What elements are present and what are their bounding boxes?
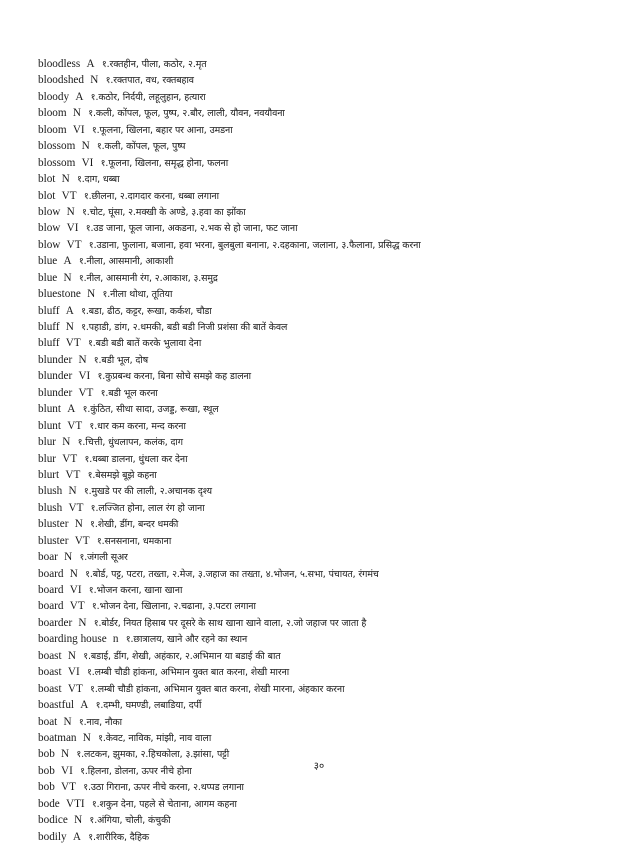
entry-definition: १.बोर्डर, नियत हिसाब पर दूसरे के साथ खाना खाने वाला, २.जो जहाज पर जाता है — [93, 617, 367, 629]
entry-headword: boastful — [38, 699, 75, 712]
entry-definition: १.धब्बा डालना, धुंधला कर देना — [84, 453, 188, 465]
entry-headword: boarding house — [38, 633, 107, 646]
entry-definition: १.नीला थोथा, तूतिया — [102, 289, 173, 301]
page-number: ३० — [313, 761, 325, 772]
dictionary-entry — [38, 451, 628, 467]
entry-headword: blunder — [38, 386, 73, 399]
entry-part-of-speech: N — [68, 485, 77, 498]
dictionary-entry — [38, 220, 628, 236]
entry-headword: boarder — [38, 616, 73, 629]
dictionary-entry — [38, 188, 628, 204]
entry-part-of-speech: A — [63, 255, 72, 268]
entry-headword: bode — [38, 797, 60, 810]
entry-definition: १.लटकन, झुमका, २.हिचकोला, ३.झांसा, पट्टी — [76, 749, 230, 761]
entry-part-of-speech: N — [87, 288, 96, 301]
dictionary-entry — [38, 138, 628, 154]
entry-part-of-speech: N — [65, 321, 74, 333]
dictionary-entry — [38, 483, 628, 499]
entry-definition: १.लज्जित होना, लाल रंग हो जाना — [90, 502, 205, 514]
entry-definition: १.शारीरिक, दैहिक — [88, 831, 150, 843]
entry-definition: १.छीलना, २.दागदार करना, धब्बा लगाना — [83, 190, 219, 202]
entry-part-of-speech: VI — [66, 222, 79, 235]
entry-part-of-speech: VT — [68, 501, 84, 514]
dictionary-entry — [38, 89, 628, 105]
entry-part-of-speech: N — [62, 436, 71, 449]
entry-headword: bluff — [38, 321, 60, 333]
dictionary-entry — [38, 533, 628, 549]
entry-part-of-speech: A — [86, 58, 95, 70]
entry-definition: १.कुंठित, सीधा सादा, उजड्ड, रूखा, स्थूल — [82, 404, 219, 416]
entry-definition: १.बडी बडी बातें करके भुलावा देना — [87, 338, 202, 350]
entry-headword: blunt — [38, 419, 61, 432]
dictionary-entry — [38, 714, 628, 730]
entry-part-of-speech: A — [67, 403, 76, 416]
dictionary-entry — [38, 615, 628, 631]
entry-headword: bluff — [38, 337, 60, 350]
entry-headword: boar — [38, 551, 58, 564]
entry-definition: १.भोजन देना, खिलाना, २.चढाना, ३.पटरा लगाना — [91, 601, 256, 613]
entry-headword: boatman — [38, 731, 77, 744]
entry-part-of-speech: VI — [67, 666, 80, 679]
entry-part-of-speech: VI — [78, 370, 91, 383]
entry-headword: blunder — [38, 370, 73, 383]
dictionary-entry — [38, 352, 628, 368]
entry-part-of-speech: VT — [65, 337, 81, 350]
entry-part-of-speech: N — [66, 205, 75, 218]
entry-definition: १.बोर्ड, पट्ट, पटरा, तख्ता, २.मेज, ३.जहाज का तख्ता, ४.भोजन, ५.सभा, पंचायत, रंगमंच — [85, 568, 379, 580]
entry-headword: blow — [38, 222, 61, 235]
dictionary-entry — [38, 566, 628, 582]
entry-headword: boast — [38, 666, 62, 679]
dictionary-entry — [38, 516, 628, 532]
dictionary-entry — [38, 697, 628, 713]
entry-definition: १.कली, कोंपल, फूल, पुष्प, २.बौर, लाली, यौवन, नवयौवना — [88, 108, 285, 120]
entry-headword: blot — [38, 173, 56, 186]
entry-headword: boast — [38, 649, 62, 662]
entry-part-of-speech: N — [82, 731, 91, 744]
entry-headword: blur — [38, 436, 57, 449]
entry-headword: blue — [38, 255, 58, 268]
entry-part-of-speech: A — [80, 699, 89, 712]
entry-part-of-speech: N — [63, 271, 72, 284]
entry-part-of-speech: VI — [72, 123, 85, 136]
entry-definition: १.रक्तहीन, पीला, कठोर, २.मृत — [101, 59, 207, 70]
entry-part-of-speech: VI — [81, 156, 94, 169]
entry-part-of-speech: N — [67, 649, 76, 662]
dictionary-entry — [38, 335, 628, 351]
entry-part-of-speech: VI — [61, 764, 73, 777]
entry-definition: १.शेखी, डींग, बन्दर धमकी — [90, 519, 179, 531]
entry-part-of-speech: N — [72, 107, 81, 120]
entry-headword: board — [38, 584, 64, 596]
entry-part-of-speech: VT — [61, 189, 77, 202]
entry-headword: blur — [38, 452, 57, 465]
entry-definition: १.केवट, नाविक, मांझी, नाव वाला — [98, 732, 212, 744]
entry-headword: blot — [38, 189, 56, 202]
dictionary-entry — [38, 829, 628, 845]
entry-definition: १.फूलना, खिलना, बहार पर आना, उमडना — [91, 124, 233, 136]
dictionary-entry — [38, 598, 628, 614]
entry-definition: १.नील, आसमानी रंग, २.आकाश, ३.समुद्र — [78, 272, 218, 284]
entry-headword: board — [38, 600, 64, 613]
entry-definition: १.बडाई, डींग, शेखी, अहंकार, २.अभिमान या बडाई की बात — [83, 650, 281, 662]
entry-definition: १.लम्बी चौडी हांकना, अभिमान युक्त बात करना, शेखी मारना, अंहकार करना — [90, 683, 345, 695]
entry-headword: bodily — [38, 830, 67, 843]
dictionary-entry — [38, 237, 628, 253]
entry-part-of-speech: A — [75, 90, 84, 103]
entry-part-of-speech: A — [72, 830, 81, 843]
entry-part-of-speech: N — [61, 173, 70, 186]
entry-part-of-speech: VI — [69, 584, 82, 596]
dictionary-entry — [38, 204, 628, 220]
entry-definition: १.बडी भूल करना — [100, 387, 158, 399]
entry-headword: boast — [38, 682, 62, 695]
entry-part-of-speech: N — [78, 353, 87, 366]
entry-definition: १.भोजन करना, खाना खाना — [88, 585, 183, 596]
entry-headword: bluestone — [38, 288, 81, 301]
dictionary-entry — [38, 368, 628, 384]
entry-part-of-speech: VT — [62, 452, 78, 465]
dictionary-entry — [38, 171, 628, 187]
dictionary-entry — [38, 664, 628, 680]
dictionary-entry — [38, 434, 628, 450]
dictionary-entry — [38, 467, 628, 483]
entry-part-of-speech: VT — [67, 419, 83, 432]
entry-definition: १.कुप्रबन्ध करना, बिना सोचे समझे कह डालना — [97, 371, 252, 383]
entry-definition: १.मुखडे पर की लाली, २.अचानक दृश्य — [83, 486, 212, 498]
dictionary-entry — [38, 418, 628, 434]
entry-headword: blunt — [38, 403, 61, 416]
dictionary-entry — [38, 303, 628, 319]
dictionary-entry — [38, 270, 628, 286]
entry-headword: bob — [38, 781, 55, 794]
entry-headword: blossom — [38, 156, 76, 169]
entry-definition: १.रक्तपात, वध, रक्तबहाव — [105, 75, 194, 87]
entry-headword: bodice — [38, 814, 68, 827]
dictionary-entry — [38, 796, 628, 812]
entry-headword: blow — [38, 238, 61, 251]
dictionary-entry — [38, 319, 628, 335]
entry-part-of-speech: A — [65, 304, 74, 317]
dictionary-entry — [38, 812, 628, 828]
entry-definition: १.नीला, आसमानी, आकाशी — [78, 256, 174, 268]
dictionary-entry — [38, 105, 628, 121]
entry-headword: blush — [38, 501, 63, 514]
entry-part-of-speech: VT — [69, 600, 85, 613]
dictionary-entry — [38, 122, 628, 138]
dictionary-entry — [38, 582, 628, 598]
dictionary-entry — [38, 155, 628, 171]
entry-definition: १.जंगली सूअर — [79, 552, 128, 564]
entry-definition: १.छात्रालय, खाने और रहने का स्थान — [125, 634, 248, 646]
entry-definition: १.चोट, घूंसा, २.मक्खी के अण्डे, ३.हवा का झोंका — [81, 206, 246, 218]
entry-headword: blurt — [38, 468, 60, 481]
entry-headword: bloody — [38, 90, 70, 103]
entry-headword: bloom — [38, 123, 67, 136]
entry-part-of-speech: VT — [65, 468, 81, 481]
entry-headword: bloodshed — [38, 74, 84, 87]
entry-part-of-speech: N — [61, 748, 70, 761]
entry-definition: १.नाव, नौका — [78, 716, 122, 728]
entry-part-of-speech: VT — [67, 682, 83, 695]
entry-headword: bob — [38, 764, 55, 777]
entry-definition: १.सनसनाना, धमकाना — [96, 535, 172, 547]
entry-definition: १.उडाना, फुलाना, बजाना, हवा भरना, बुलबुला बनाना, २.दहकाना, जलाना, ३.फैलाना, प्रसिद्ध करना — [88, 239, 421, 251]
entry-part-of-speech: VT — [66, 238, 82, 251]
dictionary-entry — [38, 401, 628, 417]
dictionary-entry — [38, 253, 628, 269]
entry-part-of-speech: VT — [61, 781, 76, 794]
entry-part-of-speech: N — [90, 74, 99, 87]
dictionary-entry — [38, 286, 628, 302]
dictionary-entry — [38, 56, 628, 72]
entry-headword: bluster — [38, 534, 69, 547]
entry-part-of-speech: N — [78, 616, 87, 629]
dictionary-entry — [38, 500, 628, 516]
entry-definition: १.लम्बी चौडी हांकना, अभिमान युक्त बात करना, शेखी मारना — [86, 667, 290, 679]
entry-headword: bloodless — [38, 58, 81, 70]
entry-definition: १.उड जाना, फूल जाना, अकडना, २.भक से हो जाना, फट जाना — [85, 223, 298, 235]
entry-definition: १.हिलना, डोलना, ऊपर नीचे होना — [80, 765, 192, 777]
entry-part-of-speech: N — [81, 140, 90, 153]
dictionary-entry — [38, 730, 628, 746]
dictionary-entry — [38, 648, 628, 664]
entry-headword: bloom — [38, 107, 67, 120]
dictionary-entry — [38, 631, 628, 647]
entry-definition: १.अंगिया, चोली, कंचुकी — [89, 815, 171, 827]
entry-headword: blue — [38, 271, 58, 284]
entry-definition: १.धार कम करना, मन्द करना — [89, 420, 186, 432]
entry-part-of-speech: n — [112, 633, 119, 646]
entry-definition: १.कठोर, निर्दयी, लहूलुहान, हत्यारा — [90, 91, 206, 103]
dictionary-entry — [38, 779, 628, 795]
entry-headword: bob — [38, 748, 55, 761]
entry-part-of-speech: N — [64, 551, 73, 564]
entry-definition: १.पहाडी, डांग, २.धमकी, बडी बडी निजी प्रशंसा की बातें केवल — [81, 322, 288, 333]
entry-definition: १.उठा गिराना, ऊपर नीचे करना, २.थप्पड लगाना — [83, 782, 244, 794]
entry-definition: १.बेसमझे बूझे कहना — [87, 469, 157, 481]
entry-definition: १.बडी भूल, दोष — [93, 354, 149, 366]
entry-definition: १.चित्ती, धुंधलापन, कलंक, दाग — [77, 437, 183, 449]
entry-part-of-speech: N — [74, 814, 83, 827]
entry-headword: boat — [38, 715, 58, 728]
dictionary-entry — [38, 549, 628, 565]
entry-definition: १.दाग, धब्बा — [77, 174, 120, 186]
entry-part-of-speech: N — [74, 518, 83, 531]
entry-headword: bluster — [38, 518, 69, 531]
entry-part-of-speech: VT — [74, 534, 90, 547]
entry-list — [38, 56, 628, 845]
entry-headword: bluff — [38, 304, 60, 317]
entry-definition: १.दम्भी, घमण्डी, लबाडिया, दर्पी — [95, 700, 202, 712]
entry-part-of-speech: N — [69, 567, 78, 580]
entry-definition: १.शकुन देना, पहले से चेताना, आगम कहना — [91, 798, 237, 810]
entry-definition: १.कली, कोंपल, फूल, पुष्प — [96, 141, 186, 153]
entry-headword: board — [38, 567, 64, 580]
entry-headword: blow — [38, 205, 61, 218]
entry-headword: blossom — [38, 140, 76, 153]
dictionary-entry — [38, 385, 628, 401]
entry-definition: १.फूलना, खिलना, समृद्ध होना, फलना — [100, 157, 229, 169]
entry-part-of-speech: VTI — [66, 797, 85, 810]
dictionary-entry — [38, 72, 628, 88]
entry-headword: blunder — [38, 353, 73, 366]
entry-part-of-speech: N — [63, 715, 72, 728]
entry-part-of-speech: VT — [78, 386, 94, 399]
entry-definition: १.बडा, ढीठ, कट्टर, रूखा, कर्कश, चौडा — [81, 305, 212, 317]
entry-headword: blush — [38, 485, 63, 498]
dictionary-entry — [38, 681, 628, 697]
